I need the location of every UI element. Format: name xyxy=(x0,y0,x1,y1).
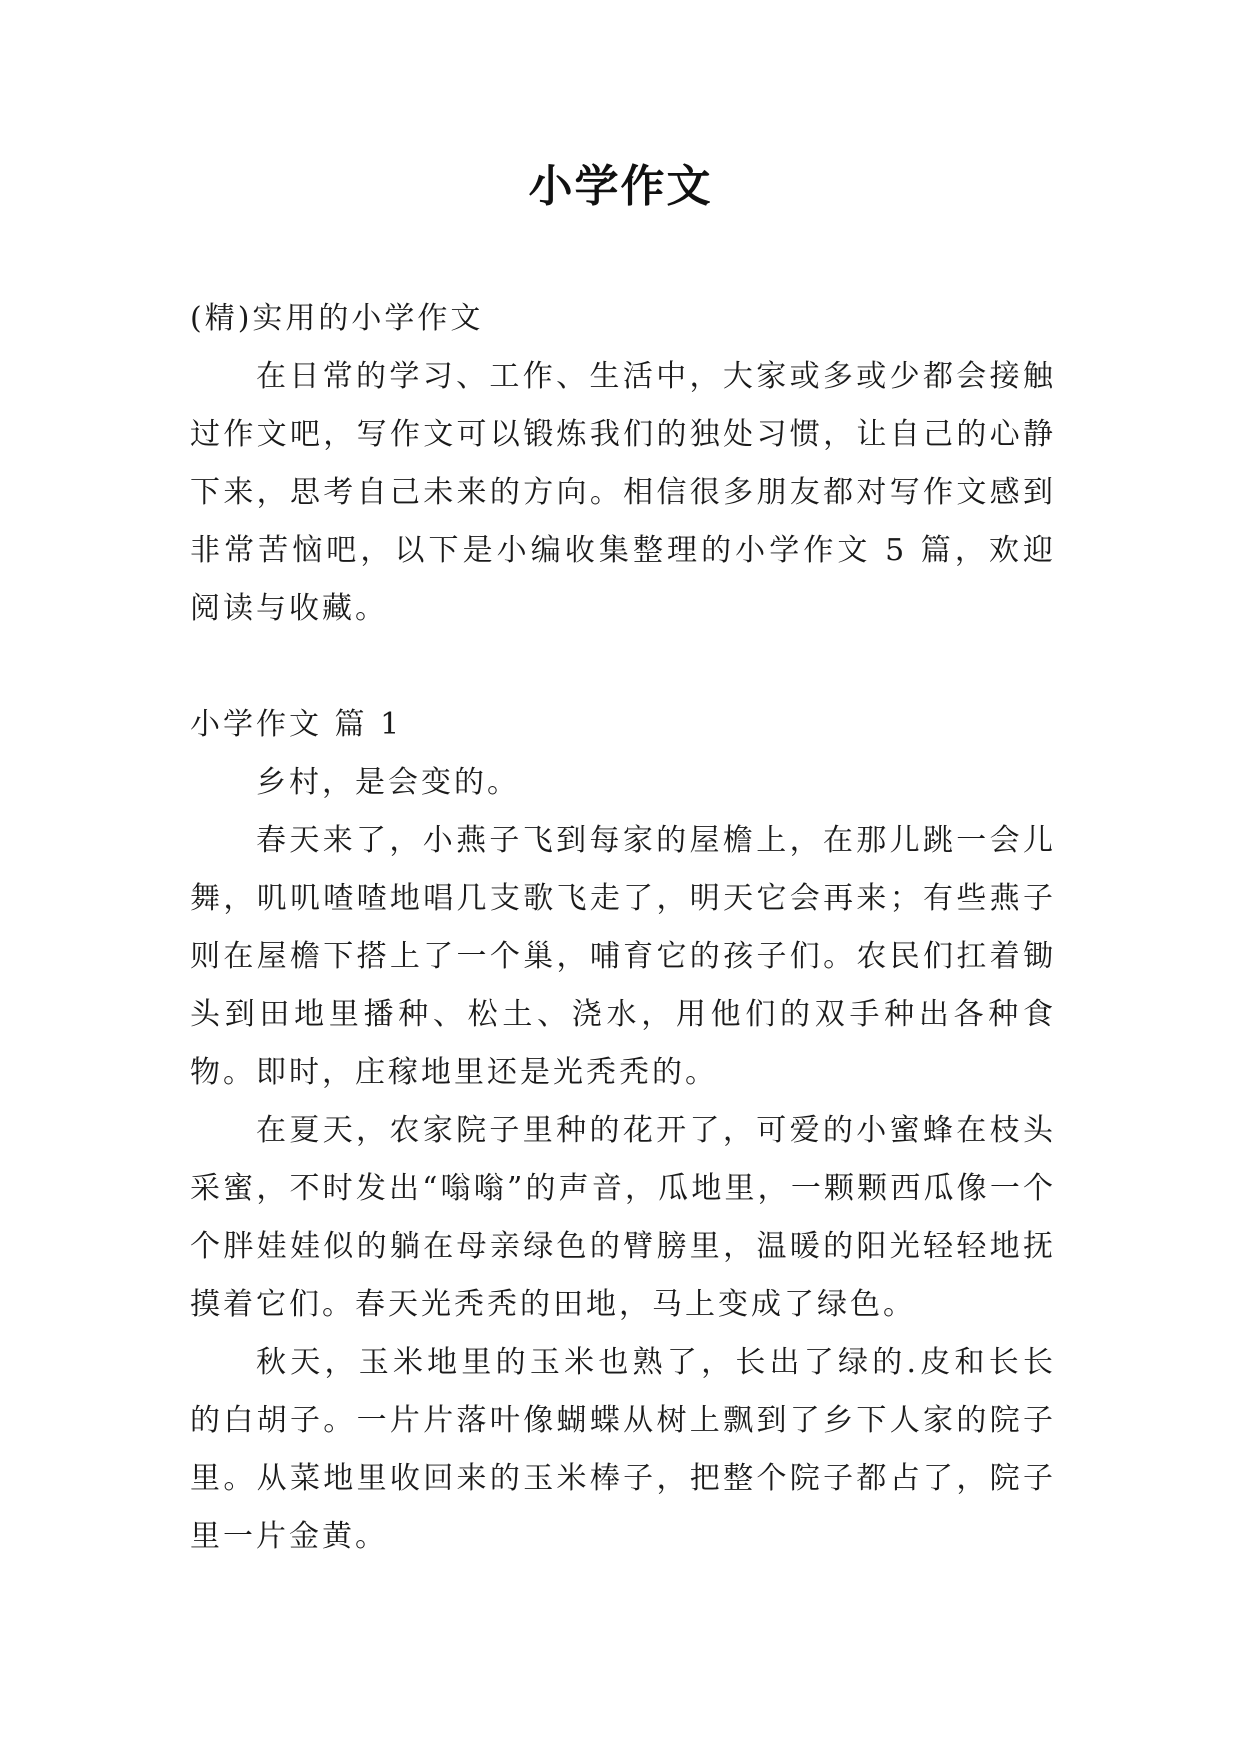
section-heading: 小学作文 篇 1 xyxy=(190,707,403,742)
document-title: 小学作文 xyxy=(528,161,713,212)
document-subtitle: (精)实用的小学作文 xyxy=(190,301,484,336)
body-paragraph: 秋天，玉米地里的玉米也熟了，长出了绿的.皮和长长的白胡子。一片片落叶像蝴蝶从树上飘到了乡下人家的院子里。从菜地里收回来的玉米棒子，把整个院子都占了，院子里一片金黄。 xyxy=(190,1345,1056,1554)
body-paragraph: 在夏天，农家院子里种的花开了，可爱的小蜜蜂在枝头采蜜，不时发出“嗡嗡”的声音，瓜地里，一颗颗西瓜像一个个胖娃娃似的躺在母亲绿色的臂膀里，温暖的阳光轻轻地抚摸着它们。春天光秃秃的田地，马上变成了绿色。 xyxy=(190,1113,1056,1322)
body-paragraph: 春天来了，小燕子飞到每家的屋檐上，在那儿跳一会儿舞，叽叽喳喳地唱几支歌飞走了，明天它会再来；有些燕子则在屋檐下搭上了一个巢，哺育它的孩子们。农民们扛着锄头到田地里播种、松土、浇水，用他们的双手种出各种食物。即时，庄稼地里还是光秃秃的。 xyxy=(190,823,1056,1090)
section-spacer xyxy=(190,638,1056,696)
intro-paragraph: 在日常的学习、工作、生活中，大家或多或少都会接触过作文吧，写作文可以锻炼我们的独处习惯，让自己的心静下来，思考自己未来的方向。相信很多朋友都对写作文感到非常苦恼吧，以下是小编收集整理的小学作文 5 篇，欢迎阅读与收藏。 xyxy=(190,359,1056,626)
document-body xyxy=(190,290,1056,1566)
body-paragraph: 乡村，是会变的。 xyxy=(256,765,520,800)
